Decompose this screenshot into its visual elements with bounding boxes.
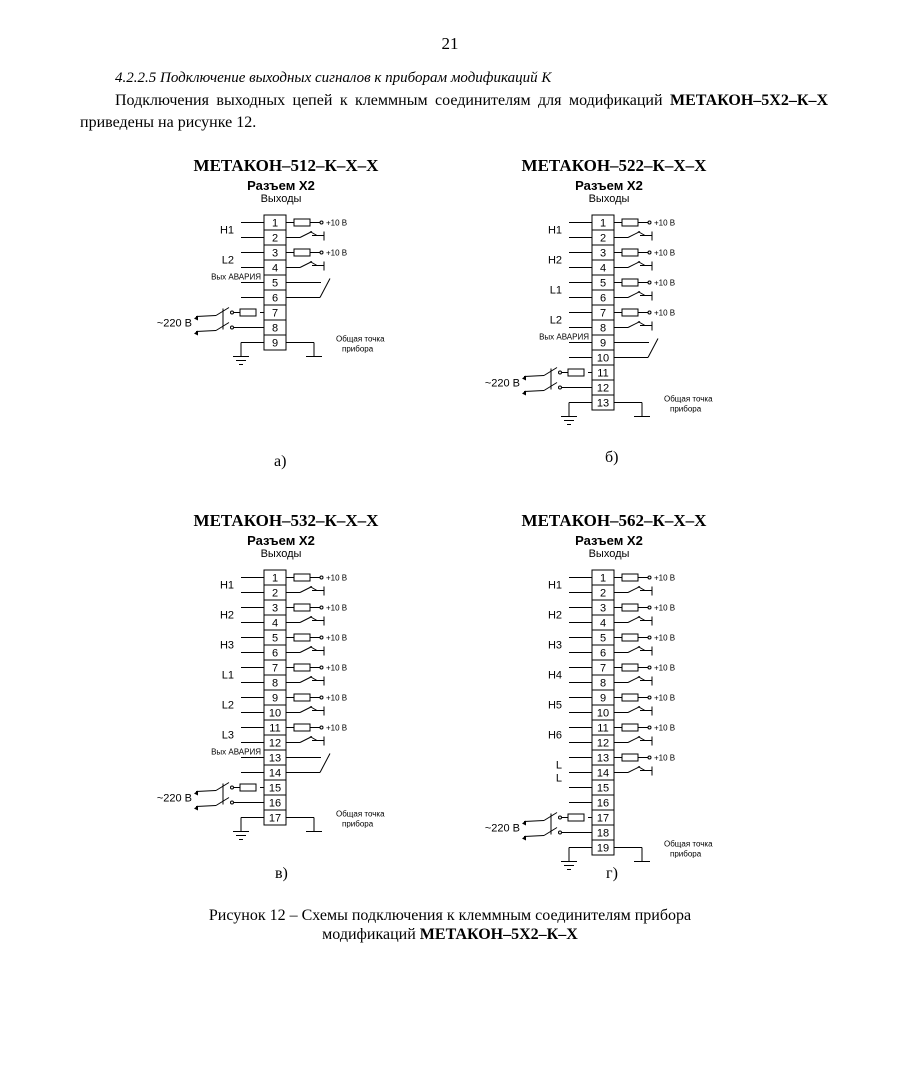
output-label: H6 <box>547 729 562 742</box>
terminal-number: 9 <box>271 692 279 705</box>
wire <box>310 617 317 621</box>
resistor <box>294 604 310 611</box>
wire <box>310 737 317 741</box>
caption-line-1: Рисунок 12 – Схемы подключения к клеммным соединителям прибора <box>208 907 692 924</box>
output-label: L1 <box>221 669 234 682</box>
diagram-sub-label: б) <box>605 449 619 466</box>
diagram-sub-label: а) <box>274 453 287 470</box>
terminal-number: 13 <box>596 752 610 765</box>
terminal-dot <box>559 816 562 819</box>
output-label: H3 <box>219 639 234 652</box>
terminal-number: 5 <box>599 277 607 290</box>
voltage-label: +10 В <box>654 218 676 228</box>
terminal-number: 2 <box>271 232 279 245</box>
resistor <box>294 664 310 671</box>
terminal-number: 4 <box>599 262 607 275</box>
wire <box>628 322 640 328</box>
terminal-number: 14 <box>596 767 610 780</box>
wire <box>300 677 312 683</box>
resistor <box>622 279 638 286</box>
resistor <box>622 604 638 611</box>
resistor <box>622 634 638 641</box>
diagram-title: МЕТАКОН–532–К–Х–Х <box>193 511 379 530</box>
wire <box>300 617 312 623</box>
ground-label: прибора <box>670 404 702 414</box>
fuse <box>568 814 584 821</box>
wire <box>628 587 640 593</box>
wire <box>196 316 216 317</box>
voltage-label: +10 В <box>326 218 348 228</box>
terminal-dot <box>231 326 234 329</box>
terminal-number: 16 <box>268 797 282 810</box>
terminal-number: 17 <box>596 812 610 825</box>
terminal-number: 13 <box>596 397 610 410</box>
output-label: L2 <box>221 699 234 712</box>
output-label: L3 <box>221 729 234 742</box>
output-label: H2 <box>547 254 562 267</box>
terminal-dot <box>648 281 651 284</box>
wire <box>628 647 640 653</box>
fuse <box>568 369 584 376</box>
connector-title: Разъем X2 <box>247 178 315 193</box>
terminal-dot <box>648 576 651 579</box>
terminal-dot <box>231 801 234 804</box>
voltage-label: +10 В <box>654 693 676 703</box>
ground-label: Общая точка <box>664 839 713 849</box>
resistor <box>622 694 638 701</box>
terminal-number: 16 <box>596 797 610 810</box>
terminal-dot <box>559 386 562 389</box>
ground-label: прибора <box>342 344 374 354</box>
resistor <box>294 694 310 701</box>
terminal-number: 9 <box>599 692 607 705</box>
resistor <box>622 309 638 316</box>
resistor <box>622 754 638 761</box>
page-number: 21 <box>441 34 459 53</box>
wire <box>310 587 317 591</box>
resistor <box>622 574 638 581</box>
terminal-number: 8 <box>599 677 607 690</box>
terminal-number: 9 <box>599 337 607 350</box>
outputs-title: Выходы <box>588 193 630 205</box>
terminal-number: 15 <box>596 782 610 795</box>
caption-line-2 <box>0 925 900 944</box>
alarm-label: Вых АВАРИЯ <box>539 332 589 342</box>
supply-label: ~220 В <box>484 377 520 390</box>
wire <box>196 806 216 807</box>
wire <box>300 647 312 653</box>
output-label: H2 <box>219 609 234 622</box>
diagram-title: МЕТАКОН–562–К–Х–Х <box>521 511 707 530</box>
terminal-number: 12 <box>596 382 610 395</box>
wire <box>524 836 544 837</box>
voltage-label: +10 В <box>654 248 676 258</box>
wire <box>320 754 330 773</box>
voltage-label: +10 В <box>326 633 348 643</box>
terminal-dot <box>648 311 651 314</box>
terminal-number: 17 <box>268 812 282 825</box>
diagram-b <box>464 156 764 414</box>
alarm-label: Вых АВАРИЯ <box>211 747 261 757</box>
voltage-label: +10 В <box>654 308 676 318</box>
output-label: H5 <box>547 699 562 712</box>
fuse <box>240 309 256 316</box>
terminal-dot <box>559 831 562 834</box>
diagram-title: МЕТАКОН–512–К–Х–Х <box>193 156 379 175</box>
wire <box>638 707 645 711</box>
wire <box>628 737 640 743</box>
terminal-number: 11 <box>597 722 609 735</box>
outputs-title: Выходы <box>588 548 630 560</box>
diagram-title: МЕТАКОН–522–К–Х–Х <box>521 156 707 175</box>
terminal-number: 3 <box>599 247 607 260</box>
diagram-sub-label: г) <box>606 865 618 882</box>
wire <box>628 292 640 298</box>
wire <box>638 587 645 591</box>
terminal-number: 9 <box>271 337 279 350</box>
output-label: L2 <box>549 314 562 327</box>
wire <box>638 262 645 266</box>
ground-label: прибора <box>670 849 702 859</box>
wire <box>638 617 645 621</box>
wire <box>628 707 640 713</box>
diagram-sub-label: в) <box>275 865 288 882</box>
terminal-dot <box>231 786 234 789</box>
voltage-label: +10 В <box>326 248 348 258</box>
terminal-dot <box>320 666 323 669</box>
wire <box>638 232 645 236</box>
terminal-number: 19 <box>596 842 610 855</box>
terminal-number: 5 <box>271 277 279 290</box>
alarm-output-label: L <box>555 772 562 785</box>
wire <box>310 707 317 711</box>
voltage-label: +10 В <box>654 633 676 643</box>
output-label: H1 <box>547 579 562 592</box>
ground-label: Общая точка <box>664 394 713 404</box>
wiring-schematic <box>136 533 436 873</box>
terminal-dot <box>320 696 323 699</box>
terminal-number: 6 <box>271 647 279 660</box>
wire <box>300 707 312 713</box>
paragraph-bold-model: МЕТАКОН–5Х2–К–Х <box>669 92 828 109</box>
terminal-dot <box>648 756 651 759</box>
terminal-number: 7 <box>271 662 279 675</box>
wire <box>638 737 645 741</box>
voltage-label: +10 В <box>654 603 676 613</box>
voltage-label: +10 В <box>326 723 348 733</box>
voltage-label: +10 В <box>326 663 348 673</box>
terminal-number: 1 <box>271 217 279 230</box>
terminal-dot <box>320 606 323 609</box>
terminal-number: 13 <box>268 752 282 765</box>
voltage-label: +10 В <box>654 573 676 583</box>
wire <box>638 677 645 681</box>
terminal-number: 10 <box>596 352 610 365</box>
wire <box>196 791 216 792</box>
wire <box>628 767 640 773</box>
output-label: H4 <box>547 669 562 682</box>
resistor <box>294 219 310 226</box>
terminal-number: 11 <box>269 722 281 735</box>
terminal-number: 2 <box>599 232 607 245</box>
terminal-number: 6 <box>271 292 279 305</box>
terminal-dot <box>648 221 651 224</box>
terminal-dot <box>648 696 651 699</box>
terminal-number: 6 <box>599 647 607 660</box>
terminal-number: 12 <box>268 737 282 750</box>
output-label: H1 <box>219 224 234 237</box>
wire <box>628 617 640 623</box>
wire <box>310 677 317 681</box>
wire <box>638 647 645 651</box>
wire <box>300 737 312 743</box>
ground-label: прибора <box>342 819 374 829</box>
outputs-title: Выходы <box>260 193 302 205</box>
supply-label: ~220 В <box>156 317 192 330</box>
terminal-number: 8 <box>271 677 279 690</box>
ground-label: Общая точка <box>336 809 385 819</box>
terminal-dot <box>648 606 651 609</box>
resistor <box>622 664 638 671</box>
terminal-number: 4 <box>599 617 607 630</box>
terminal-number: 5 <box>271 632 279 645</box>
resistor <box>294 724 310 731</box>
terminal-number: 4 <box>271 262 279 275</box>
paragraph-text-after: приведены на рисунке 12. <box>80 114 257 131</box>
output-label: L2 <box>221 254 234 267</box>
wire <box>524 821 544 822</box>
connector-title: Разъем X2 <box>575 178 643 193</box>
terminal-dot <box>231 311 234 314</box>
figure-caption <box>0 906 900 944</box>
resistor <box>622 219 638 226</box>
intro-paragraph <box>80 90 828 134</box>
wire <box>300 587 312 593</box>
terminal-number: 7 <box>599 307 607 320</box>
alarm-label: Вых АВАРИЯ <box>211 272 261 282</box>
caption-line-2-prefix: модификаций <box>322 926 420 943</box>
wiring-schematic <box>464 178 764 458</box>
terminal-dot <box>320 221 323 224</box>
output-label: H1 <box>547 224 562 237</box>
fuse <box>240 784 256 791</box>
terminal-dot <box>648 251 651 254</box>
terminal-number: 4 <box>271 617 279 630</box>
terminal-dot <box>559 371 562 374</box>
resistor <box>294 574 310 581</box>
terminal-number: 10 <box>268 707 282 720</box>
wiring-schematic <box>136 178 436 398</box>
terminal-number: 1 <box>599 572 607 585</box>
wire <box>638 767 645 771</box>
terminal-number: 3 <box>599 602 607 615</box>
wire <box>310 232 317 236</box>
terminal-number: 1 <box>599 217 607 230</box>
wire <box>648 339 658 358</box>
diagram-c <box>136 511 436 829</box>
terminal-number: 14 <box>268 767 282 780</box>
terminal-dot <box>320 726 323 729</box>
output-label: H2 <box>547 609 562 622</box>
terminal-dot <box>648 666 651 669</box>
wire <box>628 262 640 268</box>
terminal-number: 18 <box>596 827 610 840</box>
voltage-label: +10 В <box>326 693 348 703</box>
terminal-number: 6 <box>599 292 607 305</box>
voltage-label: +10 В <box>654 723 676 733</box>
wire <box>638 322 645 326</box>
wire <box>628 677 640 683</box>
terminal-dot <box>320 251 323 254</box>
voltage-label: +10 В <box>326 603 348 613</box>
wiring-schematic <box>464 533 764 873</box>
supply-label: ~220 В <box>484 822 520 835</box>
terminal-number: 8 <box>271 322 279 335</box>
section-heading: 4.2.2.5 Подключение выходных сигналов к приборам модификаций К <box>115 70 552 86</box>
diagram-a <box>136 156 436 354</box>
wire <box>638 292 645 296</box>
voltage-label: +10 В <box>654 278 676 288</box>
voltage-label: +10 В <box>654 663 676 673</box>
supply-label: ~220 В <box>156 792 192 805</box>
wire <box>628 232 640 238</box>
terminal-number: 2 <box>599 587 607 600</box>
terminal-number: 15 <box>268 782 282 795</box>
wire <box>300 232 312 238</box>
terminal-number: 11 <box>597 367 609 380</box>
outputs-title: Выходы <box>260 548 302 560</box>
output-label: H1 <box>219 579 234 592</box>
voltage-label: +10 В <box>654 753 676 763</box>
resistor <box>622 249 638 256</box>
wire <box>300 262 312 268</box>
wire <box>524 376 544 377</box>
terminal-number: 5 <box>599 632 607 645</box>
terminal-dot <box>320 576 323 579</box>
wire <box>320 279 330 298</box>
ground-label: Общая точка <box>336 334 385 344</box>
terminal-dot <box>320 636 323 639</box>
terminal-number: 1 <box>271 572 279 585</box>
paragraph-text-before: Подключения выходных цепей к клеммным соединителям для модификаций <box>115 92 670 109</box>
terminal-number: 8 <box>599 322 607 335</box>
terminal-number: 7 <box>271 307 279 320</box>
resistor <box>294 634 310 641</box>
connector-title: Разъем X2 <box>247 533 315 548</box>
connector-title: Разъем X2 <box>575 533 643 548</box>
diagram-d <box>464 511 764 859</box>
voltage-label: +10 В <box>326 573 348 583</box>
wire <box>310 647 317 651</box>
wire <box>196 331 216 332</box>
terminal-number: 3 <box>271 247 279 260</box>
output-label: H3 <box>547 639 562 652</box>
resistor <box>294 249 310 256</box>
terminal-number: 10 <box>596 707 610 720</box>
terminal-number: 7 <box>599 662 607 675</box>
wire <box>524 391 544 392</box>
terminal-dot <box>648 726 651 729</box>
wire <box>310 262 317 266</box>
caption-line-2-bold: МЕТАКОН–5Х2–К–Х <box>419 926 578 943</box>
output-label: L1 <box>549 284 562 297</box>
resistor <box>622 724 638 731</box>
terminal-number: 3 <box>271 602 279 615</box>
terminal-dot <box>648 636 651 639</box>
terminal-number: 2 <box>271 587 279 600</box>
terminal-number: 12 <box>596 737 610 750</box>
output-label: L <box>555 759 562 772</box>
